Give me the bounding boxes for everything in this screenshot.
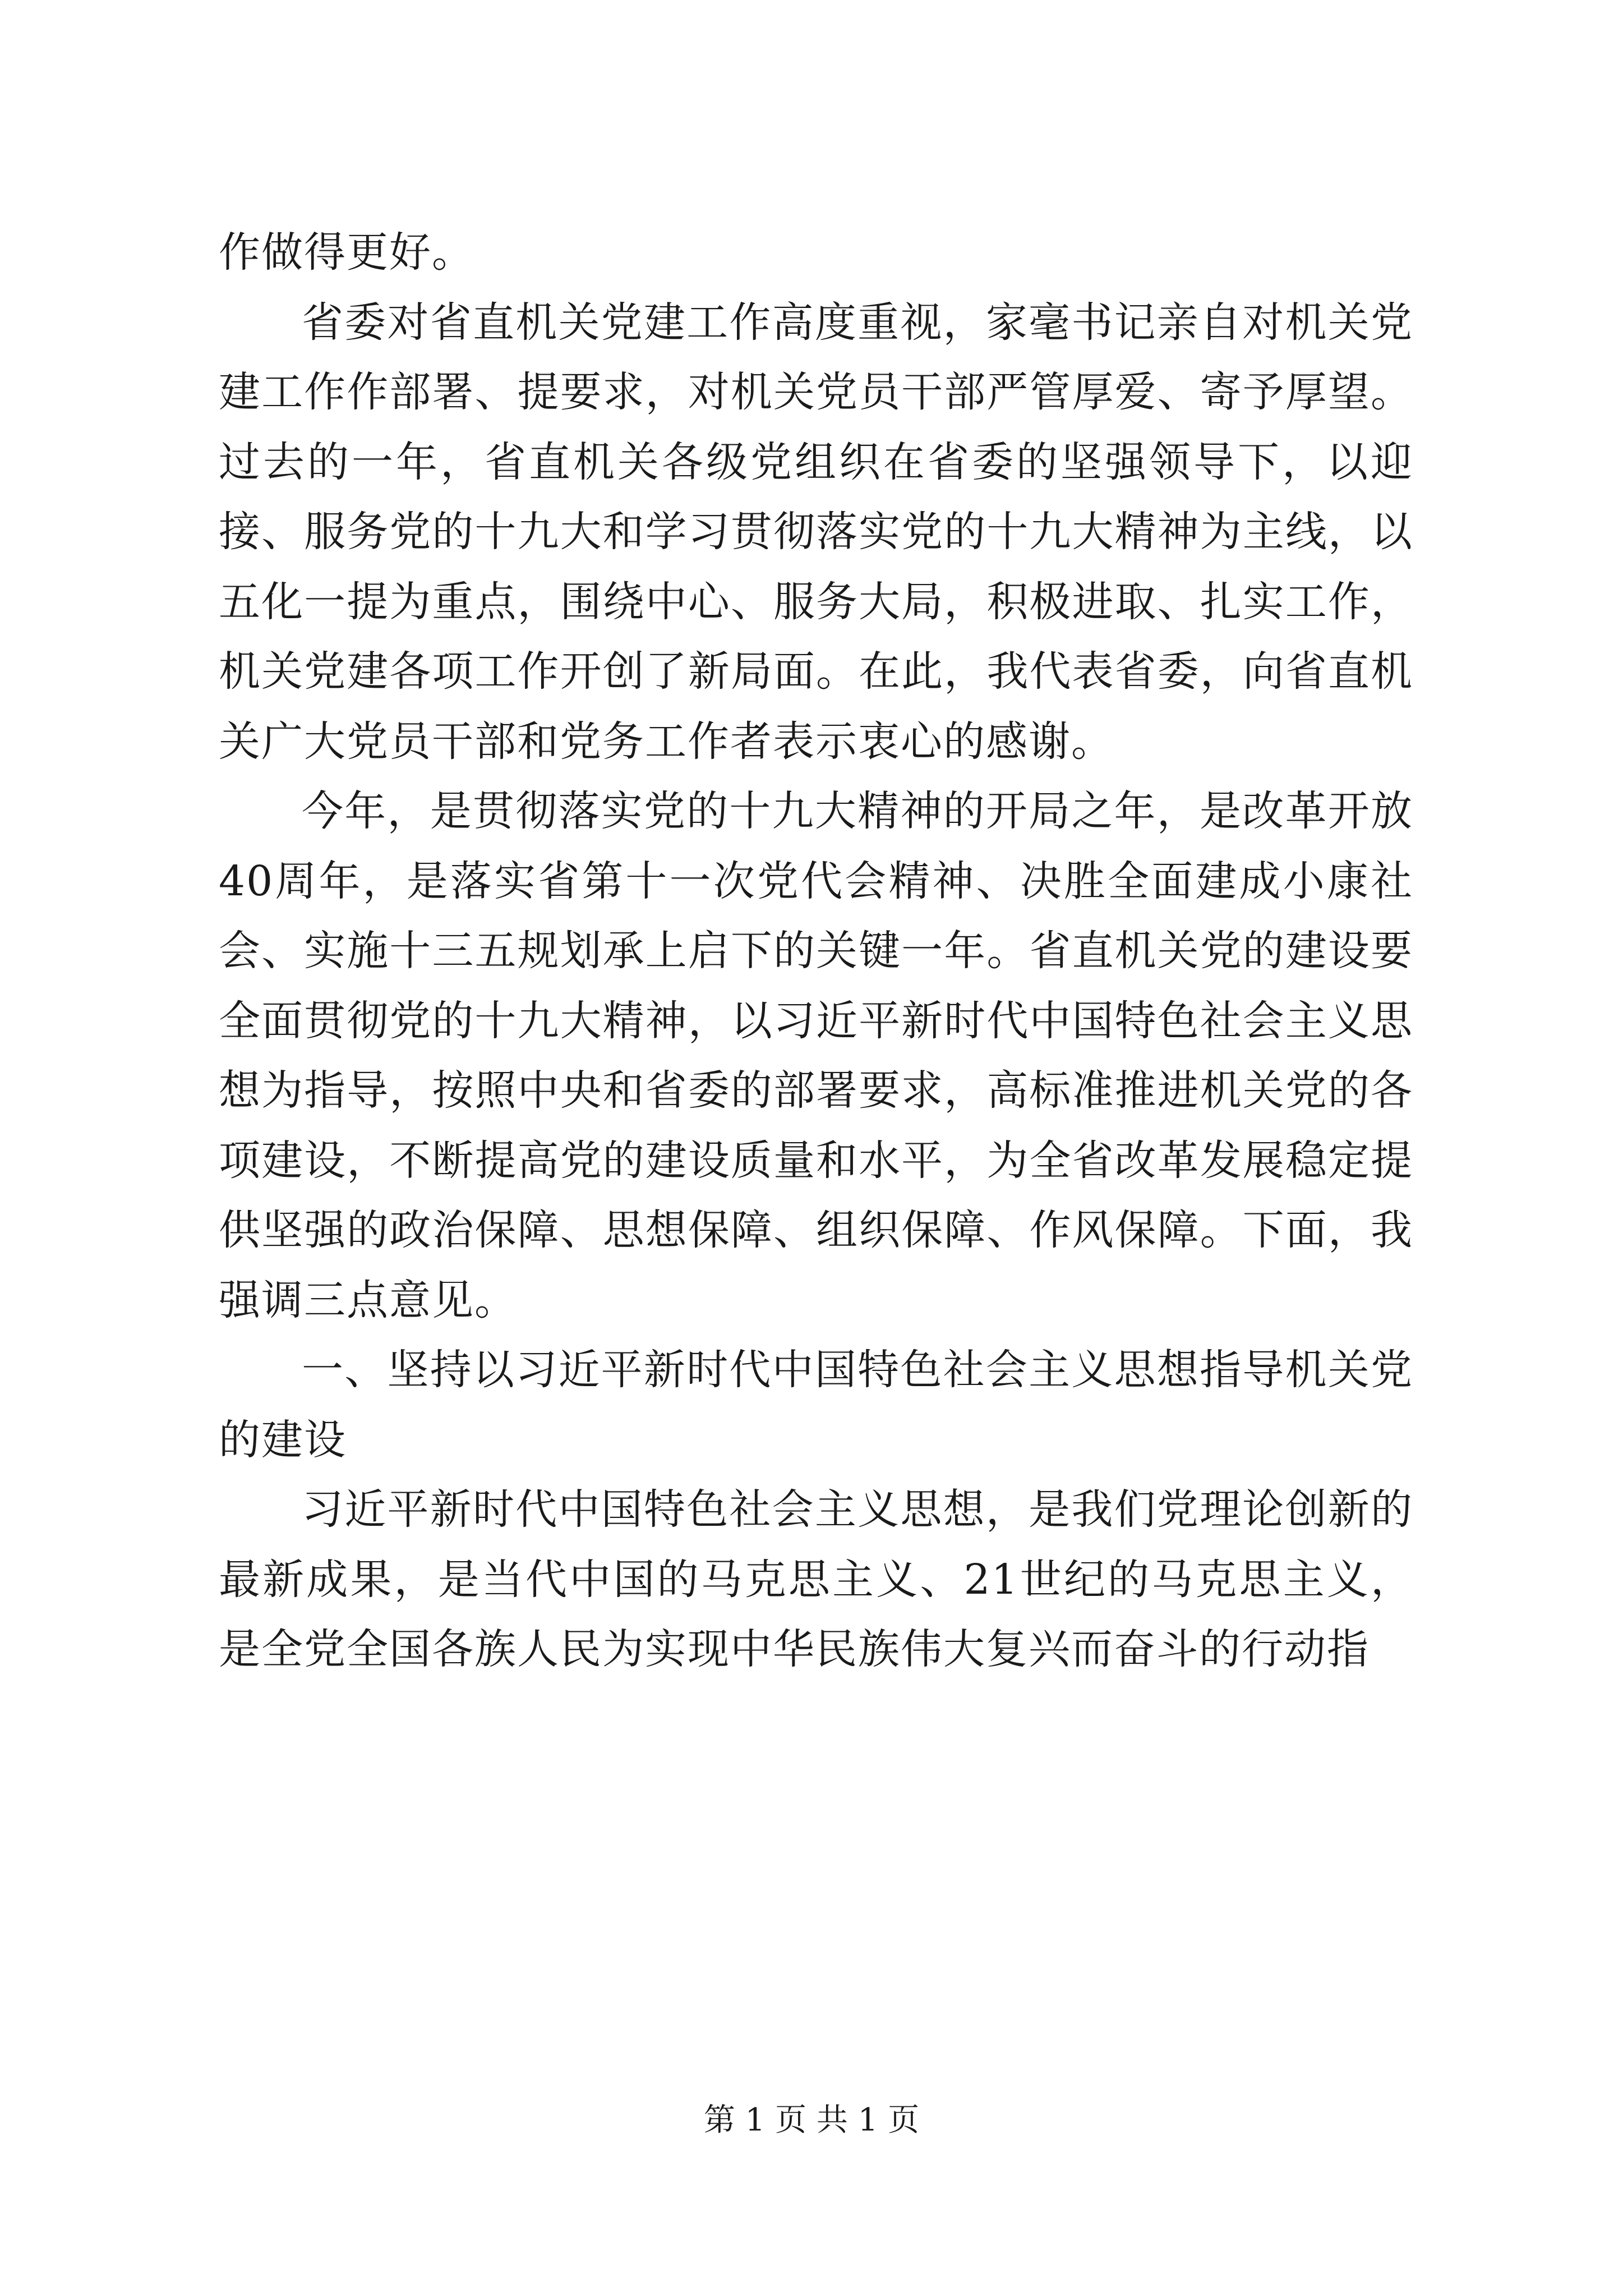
paragraph-party-building-review: 省委对省直机关党建工作高度重视，家毫书记亲自对机关党建工作作部署、提要求，对机关党员干部严管厚爱、寄予厚望。过去的一年，省直机关各级党组织在省委的坚强领导下，以迎接、服务党的十九大和学习贯彻落实党的十九大精神为主线，以五化一提为重点，围绕中心、服务大局，积极进取、扎实工作，机关党建各项工作开创了新局面。在此，我代表省委，向省直机关广大党员干部和党务工作者表示衷心的感谢。 <box>219 298 1413 766</box>
page-footer <box>0 2101 1623 2140</box>
section-heading-one: 一、坚持以习近平新时代中国特色社会主义思想指导机关党的建设 <box>219 1346 1413 1464</box>
paragraph-continuation: 作做得更好。 <box>219 228 474 277</box>
document-body <box>219 218 1413 1685</box>
paragraph-xi-thought: 习近平新时代中国特色社会主义思想，是我们党理论创新的最新成果，是当代中国的马克思主义、21世纪的马克思主义，是全党全国各族人民为实现中华民族伟大复兴而奋斗的行动指 <box>219 1485 1413 1673</box>
paragraph-this-year: 今年，是贯彻落实党的十九大精神的开局之年，是改革开放40周年，是落实省第十一次党代会精神、决胜全面建成小康社会、实施十三五规划承上启下的关键一年。省直机关党的建设要全面贯彻党的十九大精神，以习近平新时代中国特色社会主义思想为指导，按照中央和省委的部署要求，高标准推进机关党的各项建设，不断提高党的建设质量和水平，为全省改革发展稳定提供坚强的政治保障、思想保障、组织保障、作风保障。下面，我强调三点意见。 <box>219 787 1413 1324</box>
page-number-label: 第 1 页 共 1 页 <box>703 2102 920 2138</box>
